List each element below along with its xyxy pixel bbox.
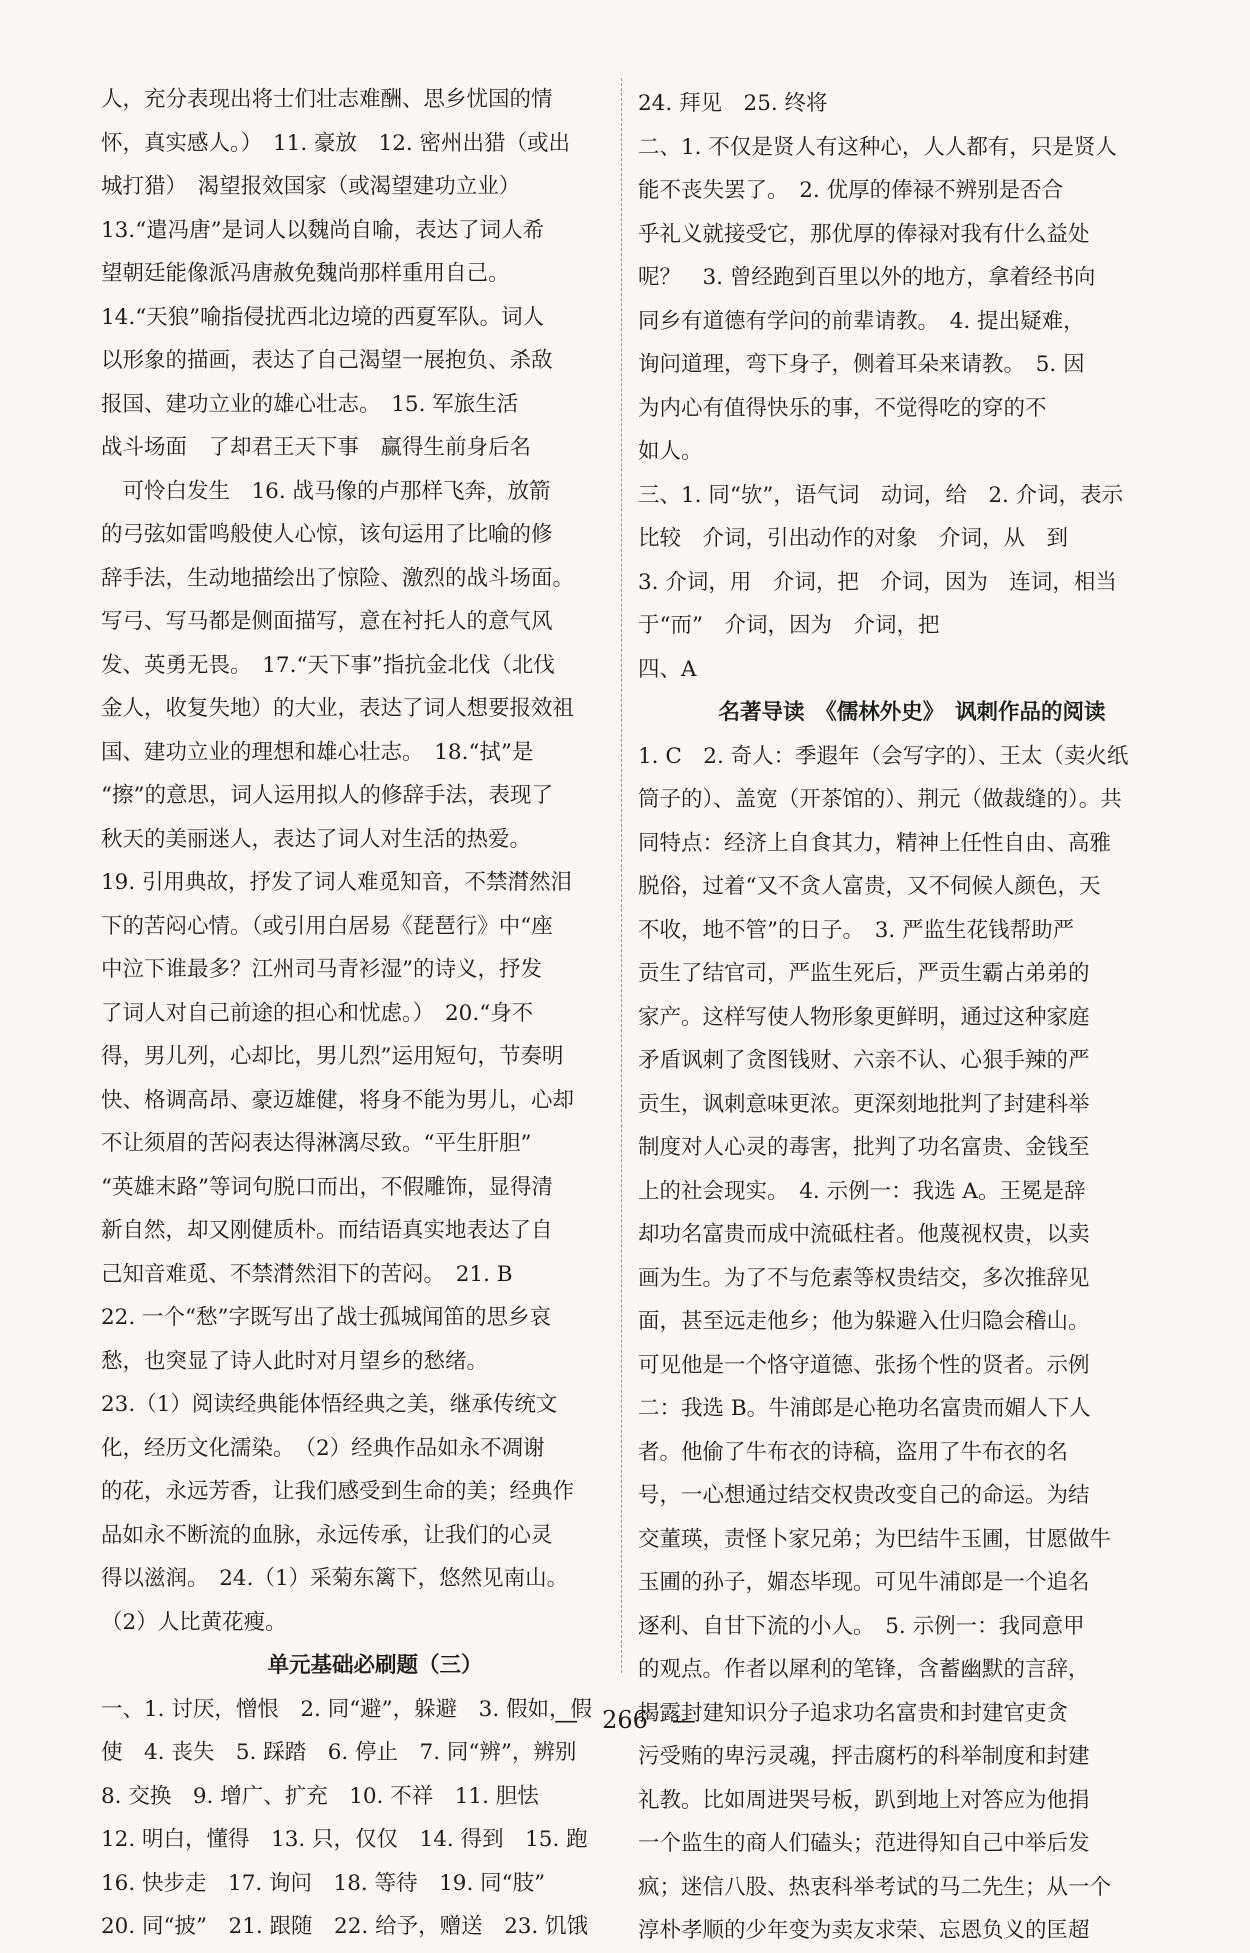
text-line: 贡生，讽刺意味更浓。更深刻地批判了封建科举 (638, 1091, 1090, 1117)
text-line: 礼教。比如周进哭号板，趴到地上对答应为他捐 (638, 1787, 1090, 1813)
page-number: — 266 — (554, 1706, 696, 1734)
text-line: 8. 交换 9. 增广、扩充 10. 不祥 11. 胆怯 (101, 1783, 539, 1809)
text-line: 的弓弦如雷鸣般使人心惊，该句运用了比喻的修 (101, 522, 553, 547)
text-line: 报国、建功立业的雄心壮志。 15. 军旅生活 (101, 391, 519, 417)
text-line: 19. 引用典故，抒发了词人难觅知音，不禁潸然泪 (101, 870, 573, 895)
text-line: 者。他偷了牛布衣的诗稿，盗用了牛布衣的名 (638, 1439, 1069, 1465)
text-line: 二、1. 不仅是贤人有这种心，人人都有，只是贤人 (638, 134, 1117, 160)
text-line: 可见他是一个恪守道德、张扬个性的贤者。示例 (638, 1352, 1090, 1378)
text-line: 得，男儿列，心却比，男儿烈”运用短句，节奏明 (101, 1044, 564, 1069)
text-line: 揭露封建知识分子追求功名富贵和封建官吏贪 (638, 1700, 1069, 1726)
text-line: 二：我选 B。牛浦郎是心艳功名富贵而媚人下人 (638, 1396, 1091, 1421)
text-line: 国、建功立业的理想和雄心壮志。 18.“拭”是 (101, 739, 534, 765)
text-line: 于“而” 介词，因为 介词，把 (638, 613, 940, 638)
text-line: 的花，永远芳香，让我们感受到生命的美；经典作 (101, 1479, 575, 1504)
text-line: 询问道理，弯下身子，侧着耳朵来请教。 5. 因 (638, 352, 1085, 377)
text-line: 面，甚至远走他乡；他为躲避入仕归隐会稽山。 (638, 1309, 1090, 1334)
right-column (638, 82, 1186, 1953)
section-heading-classics: 名著导读 《儒林外史》 讽刺作品的阅读 (718, 700, 1106, 725)
text-line: 画为生。为了不与危素等权贵结交，多次推辞见 (638, 1265, 1090, 1291)
right-answers-classics (638, 735, 1186, 1953)
section-heading-unit-3: 单元基础必刷题（三） (267, 1653, 483, 1678)
text-line: 城打猎） 渴望报效国家（或渴望建功立业） (101, 174, 521, 199)
left-answers (101, 78, 649, 1644)
text-line: 比较 介词，引出动作的对象 介词，从 到 (638, 526, 1069, 551)
text-line: 22. 一个“愁”字既写出了战士孤城闻笛的思乡哀 (101, 1305, 552, 1330)
text-line: 不收，地不管”的日子。 3. 严监生花钱帮助严 (638, 917, 1075, 943)
text-line: 呢？ 3. 曾经跑到百里以外的地方，拿着经书向 (638, 265, 1096, 290)
text-line: 不让须眉的苦闷表达得淋漓尽致。“平生肝胆” (101, 1131, 532, 1156)
right-answers (638, 82, 1186, 691)
text-line: 发、英勇无畏。 17.“天下事”指抗金北伐（北伐 (101, 652, 555, 678)
text-line: “英雄末路”等词句脱口而出，不假雕饰，显得清 (101, 1174, 553, 1200)
text-line: 23.（1）阅读经典能体悟经典之美，继承传统文 (101, 1392, 558, 1417)
text-line: 能不丧失罢了。 2. 优厚的俸禄不辨别是否合 (638, 178, 1064, 203)
text-line: 玉圃的孙子，媚态毕现。可见牛浦郎是一个追名 (638, 1570, 1090, 1595)
text-line: 得以滋润。 24.（1）采菊东篱下，悠然见南山。 (101, 1566, 569, 1591)
text-line: 秋天的美丽迷人，表达了词人对生活的热爱。 (101, 826, 532, 852)
text-line: 贡生了结官司，严监生死后，严贡生霸占弟弟的 (638, 961, 1090, 986)
text-line: 淳朴孝顺的少年变为卖友求荣、忘恩负义的匡超 (638, 1918, 1090, 1943)
text-line: 品如永不断流的血脉，永远传承，让我们的心灵 (101, 1522, 553, 1548)
text-line: 中泣下谁最多？江州司马青衫湿”的诗义，抒发 (101, 957, 542, 982)
text-line: 新自然，却又刚健质朴。而结语真实地表达了自 (101, 1218, 553, 1243)
text-line: 14.“天狼”喻指侵扰西北边境的西夏军队。词人 (101, 304, 545, 330)
text-line: 却功名富贵而成中流砥柱者。他蔑视权贵，以卖 (638, 1222, 1090, 1247)
text-line: 如人。 (638, 439, 703, 464)
text-line: 筒子的）、盖宽（开茶馆的）、荆元（做裁缝的）。共 (638, 787, 1122, 812)
text-line: 3. 介词，用 介词，把 介词，因为 连词，相当 (638, 569, 1117, 595)
text-line: 制度对人心灵的毒害，批判了功名富贵、金钱至 (638, 1135, 1090, 1160)
text-line: 愁，也突显了诗人此时对月望乡的愁绪。 (101, 1348, 489, 1374)
text-line: 交董瑛，责怪卜家兄弟；为巴结牛玉圃，甘愿做牛 (638, 1526, 1112, 1552)
text-line: 同乡有道德有学问的前辈请教。 4. 提出疑难， (638, 308, 1085, 334)
text-line: 怀，真实感人。） 11. 豪放 12. 密州出猎（或出 (101, 130, 571, 156)
text-line: 下的苦闷心情。（或引用白居易《琵琶行》中“座 (101, 913, 553, 939)
text-line: 辞手法，生动地描绘出了惊险、激烈的战斗场面。 (101, 565, 575, 591)
text-line: （2）人比黄花瘦。 (101, 1609, 287, 1635)
text-line: 人，充分表现出将士们壮志难酬、思乡忧国的情 (101, 87, 553, 112)
text-line: 乎礼义就接受它，那优厚的俸禄对我有什么益处 (638, 221, 1090, 247)
text-line: 12. 明白，懂得 13. 只，仅仅 14. 得到 15. 跑 (101, 1827, 588, 1852)
text-line: 上的社会现实。 4. 示例一：我选 A。王冕是辞 (638, 1178, 1086, 1204)
text-line: 1. C 2. 奇人：季遐年（会写字的）、王太（卖火纸 (638, 743, 1129, 769)
text-line: 以形象的描画，表达了自己渴望一展抱负、杀敌 (101, 348, 553, 373)
text-line: 化，经历文化濡染。 （2）经典作品如永不凋谢 (101, 1435, 545, 1461)
text-line: 24. 拜见 25. 终将 (638, 91, 828, 116)
text-line: 疯；迷信八股、热衷科举考试的马二先生；从一个 (638, 1874, 1112, 1900)
text-line: 号，一心想通过结交权贵改变自己的命运。为结 (638, 1483, 1090, 1508)
text-line: 逐利、自甘下流的小人。 5. 示例一：我同意甲 (638, 1613, 1085, 1639)
text-line: 脱俗，过着“又不贪人富贵，又不伺候人颜色，天 (638, 874, 1101, 899)
text-line: 四、A (638, 656, 697, 682)
text-line: 的观点。作者以犀利的笔锋，含蓄幽默的言辞， (638, 1657, 1090, 1682)
text-line: 家产。这样写使人物形象更鲜明，通过这种家庭 (638, 1004, 1090, 1030)
text-line: 一、1. 讨厌，憎恨 2. 同“避”，躲避 3. 假如，假 (101, 1696, 593, 1722)
text-line: 一个监生的商人们磕头；范进得知自己中举后发 (638, 1831, 1090, 1856)
text-line: 使 4. 丧失 5. 踩踏 6. 停止 7. 同“辨”，辨别 (101, 1740, 577, 1765)
text-line: 为内心有值得快乐的事，不觉得吃的穿的不 (638, 395, 1047, 421)
text-line: “擦”的意思，词人运用拟人的修辞手法，表现了 (101, 783, 553, 808)
left-column (101, 78, 649, 1949)
text-line: 可怜白发生 16. 战马像的卢那样飞奔，放箭 (101, 478, 551, 504)
column-divider (621, 78, 622, 1673)
text-line: 战斗场面 了却君王天下事 赢得生前身后名 (101, 435, 532, 460)
text-line: 金人，收复失地）的大业，表达了词人想要报效祖 (101, 696, 575, 721)
text-line: 望朝廷能像派冯唐赦免魏尚那样重用自己。 (101, 261, 510, 286)
text-line: 了词人对自己前途的担心和忧虑。） 20.“身不 (101, 1000, 534, 1026)
text-line: 矛盾讽刺了贪图钱财、六亲不认、心狠手辣的严 (638, 1048, 1090, 1073)
text-line: 污受贿的卑污灵魂，抨击腐朽的科举制度和封建 (638, 1744, 1090, 1769)
text-line: 己知音难觅、不禁潸然泪下的苦闷。 21. B (101, 1261, 513, 1287)
text-line: 20. 同“披” 21. 跟随 22. 给予，赠送 23. 饥饿 (101, 1914, 589, 1939)
text-line: 写弓、写马都是侧面描写，意在衬托人的意气风 (101, 609, 553, 634)
text-line: 同特点：经济上自食其力，精神上任性自由、高雅 (638, 830, 1112, 856)
text-line: 三、1. 同“欤”，语气词 动词，给 2. 介词，表示 (638, 482, 1124, 508)
text-line: 快、格调高昂、豪迈雄健，将身不能为男儿，心却 (101, 1087, 575, 1113)
text-line: 13.“遣冯唐”是词人以魏尚自喻，表达了词人希 (101, 217, 545, 243)
text-line: 16. 快步走 17. 询问 18. 等待 19. 同“肢” (101, 1870, 546, 1896)
